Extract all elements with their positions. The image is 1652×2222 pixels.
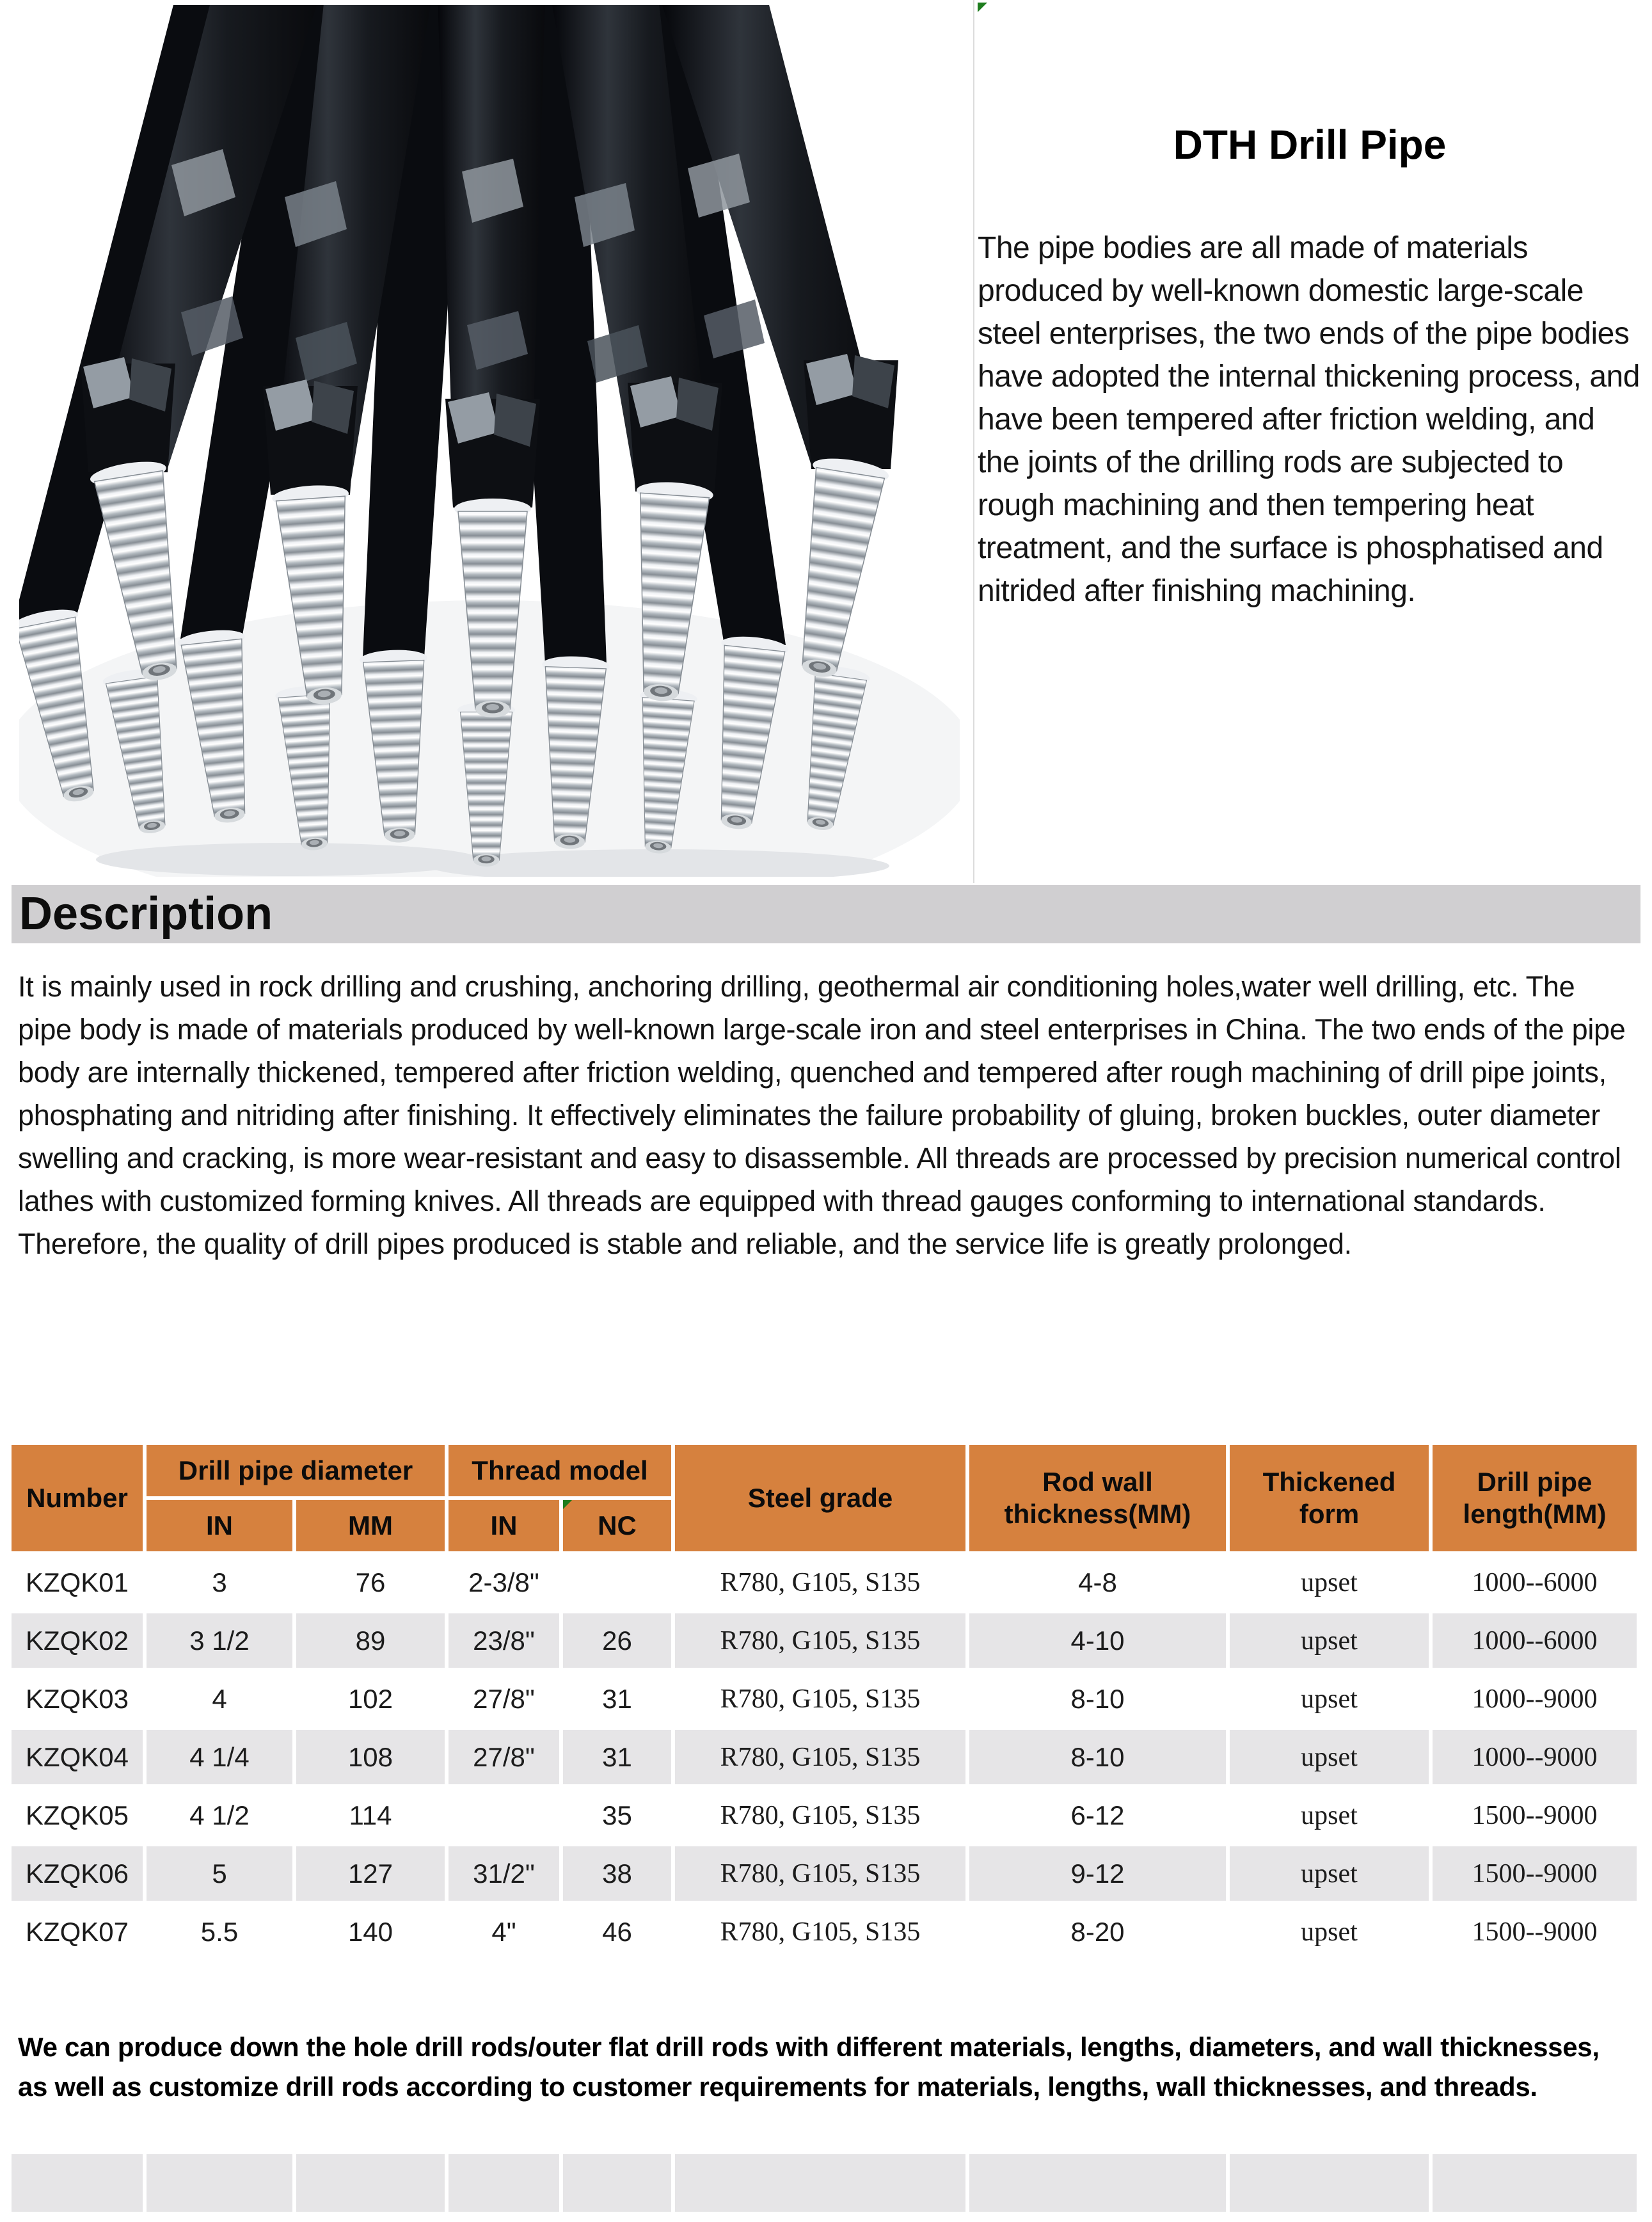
cell-thread-nc: 35 [563, 1788, 671, 1842]
table-row [12, 1788, 1637, 1842]
cell-pipe-length: 1000--6000 [1433, 1613, 1637, 1668]
cell-pipe-length: 1000--9000 [1433, 1730, 1637, 1784]
empty-cell [1433, 1963, 1637, 2017]
empty-cell [1433, 2154, 1637, 2212]
col-header-diameter-in: IN [147, 1500, 292, 1551]
cell-pipe-length: 1500--9000 [1433, 1846, 1637, 1901]
cell-diameter-mm: 102 [296, 1672, 445, 1726]
page-title: DTH Drill Pipe [1173, 122, 1447, 168]
cell-steel-grade: R780, G105, S135 [675, 1730, 965, 1784]
empty-cell [12, 2154, 143, 2212]
green-corner-marker-icon [563, 1500, 572, 1509]
cell-diameter-in: 4 1/2 [147, 1788, 292, 1842]
empty-cell [1230, 1963, 1429, 2017]
cell-thread-in: 31/2" [449, 1846, 559, 1901]
cell-rod-wall: 4-8 [969, 1555, 1226, 1610]
cell-diameter-in: 3 [147, 1555, 292, 1610]
col-header-thread-nc [563, 1500, 671, 1551]
footer-note-text: We can produce down the hole drill rods/outer flat drill rods with different materials, lengths, diameters, and wall thicknesses, as well as customize drill rods according to customer requirements for materials, lengths, wall thicknesses, and threads. [18, 2032, 1600, 2102]
empty-cell [969, 1963, 1226, 2017]
cell-steel-grade: R780, G105, S135 [675, 1555, 965, 1610]
cell-diameter-in: 5 [147, 1846, 292, 1901]
table-row [12, 1613, 1637, 1668]
cell-thread-nc: 31 [563, 1730, 671, 1784]
col-header-thread-nc-label: NC [598, 1510, 637, 1540]
description-heading: Description [19, 888, 273, 939]
cell-steel-grade: R780, G105, S135 [675, 1788, 965, 1842]
cell-rod-wall: 9-12 [969, 1846, 1226, 1901]
cell-pipe-length: 1500--9000 [1433, 1905, 1637, 1959]
description-body-text: It is mainly used in rock drilling and crushing, anchoring drilling, geothermal air conditioning holes,water well drilling, etc. The pipe body is made of materials produced by well-known large-scale iron and steel enterprises in China. The two ends of the pipe body are internally thickened, tempered after friction welding, quenched and tempered after rough machining of drill pipe joints, phosphating and nitriding after finishing. It effectively eliminates the failure probability of gluing, broken buckles, outer diameter swelling and cracking, is more wear-resistant and easy to disassemble. All threads are processed by precision numerical control lathes with customized forming knives. All threads are equipped with thread gauges conforming to international standards. Therefore, the quality of drill pipes produced is stable and reliable, and the service life is greatly prolonged. [18, 970, 1626, 1260]
empty-cell [296, 2154, 445, 2212]
green-corner-marker-icon [978, 3, 987, 12]
description-header-band [12, 885, 1640, 943]
empty-cell [675, 1963, 965, 2017]
cell-number: KZQK05 [12, 1788, 143, 1842]
col-header-steel-grade: Steel grade [675, 1445, 965, 1551]
cell-thread-in: 23/8" [449, 1613, 559, 1668]
table-row [12, 1555, 1637, 1610]
col-header-thickened-form: Thickened form [1230, 1445, 1429, 1551]
cell-thread-nc [563, 1555, 671, 1610]
col-header-number: Number [12, 1445, 143, 1551]
cell-thread-nc: 31 [563, 1672, 671, 1726]
product-intro-text: The pipe bodies are all made of materials produced by well-known domestic large-scale steel enterprises, the two ends of the pipe bodies have adopted the internal thickening process, and have been tempered after friction welding, and the joints of the drilling rods are subjected to rough machining and then tempering heat treatment, and the surface is phosphatised and nitrided after finishing machining. [978, 231, 1640, 608]
table-row [12, 1672, 1637, 1726]
table-row [12, 1730, 1637, 1784]
cell-thickened-form: upset [1230, 1613, 1429, 1668]
cell-diameter-mm: 76 [296, 1555, 445, 1610]
cell-rod-wall: 8-10 [969, 1672, 1226, 1726]
empty-cell [449, 2154, 559, 2212]
table-row-empty [12, 1963, 1637, 2017]
cell-thickened-form: upset [1230, 1555, 1429, 1610]
cell-diameter-in: 3 1/2 [147, 1613, 292, 1668]
empty-cell [675, 2154, 965, 2212]
col-header-pipe-length: Drill pipe length(MM) [1433, 1445, 1637, 1551]
col-header-rod-wall: Rod wall thickness(MM) [969, 1445, 1226, 1551]
cell-thread-in [449, 1788, 559, 1842]
empty-cell [1230, 2154, 1429, 2212]
cell-diameter-mm: 114 [296, 1788, 445, 1842]
empty-cell [969, 2154, 1226, 2212]
cell-pipe-length: 1000--9000 [1433, 1672, 1637, 1726]
cell-thread-in: 27/8" [449, 1672, 559, 1726]
empty-cell [147, 2154, 292, 2212]
cell-pipe-length: 1500--9000 [1433, 1788, 1637, 1842]
drill-pipes-illustration [19, 5, 960, 877]
cell-thickened-form: upset [1230, 1846, 1429, 1901]
col-header-diameter-group: Drill pipe diameter [147, 1445, 445, 1496]
cell-number: KZQK04 [12, 1730, 143, 1784]
cell-diameter-in: 5.5 [147, 1905, 292, 1959]
cell-steel-grade: R780, G105, S135 [675, 1613, 965, 1668]
cell-rod-wall: 6-12 [969, 1788, 1226, 1842]
cell-diameter-mm: 127 [296, 1846, 445, 1901]
cell-number: KZQK03 [12, 1672, 143, 1726]
col-header-thread-in: IN [449, 1500, 559, 1551]
empty-cell [296, 1963, 445, 2017]
cell-diameter-mm: 89 [296, 1613, 445, 1668]
cell-diameter-in: 4 [147, 1672, 292, 1726]
empty-cell [12, 1963, 143, 2017]
cell-number: KZQK02 [12, 1613, 143, 1668]
cell-thread-in: 2-3/8" [449, 1555, 559, 1610]
cell-diameter-mm: 140 [296, 1905, 445, 1959]
col-header-thread-group: Thread model [449, 1445, 671, 1496]
cell-thread-in: 27/8" [449, 1730, 559, 1784]
cell-thread-nc: 46 [563, 1905, 671, 1959]
cell-steel-grade: R780, G105, S135 [675, 1672, 965, 1726]
empty-cell [449, 1963, 559, 2017]
header-row-1 [12, 1445, 1637, 1496]
product-summary [978, 122, 1642, 612]
table-row [12, 1846, 1637, 1901]
col-header-diameter-mm: MM [296, 1500, 445, 1551]
bottom-grid-strip [8, 2150, 1640, 2216]
cell-thickened-form: upset [1230, 1788, 1429, 1842]
spec-table [8, 1441, 1640, 2021]
cell-rod-wall: 8-20 [969, 1905, 1226, 1959]
cell-number: KZQK07 [12, 1905, 143, 1959]
empty-cell [147, 1963, 292, 2017]
empty-cell [563, 1963, 671, 2017]
product-photo [19, 5, 960, 877]
photo-text-divider [973, 0, 974, 883]
cell-thickened-form: upset [1230, 1672, 1429, 1726]
cell-rod-wall: 4-10 [969, 1613, 1226, 1668]
cell-thickened-form: upset [1230, 1730, 1429, 1784]
cell-steel-grade: R780, G105, S135 [675, 1905, 965, 1959]
cell-thread-nc: 26 [563, 1613, 671, 1668]
cell-thread-nc: 38 [563, 1846, 671, 1901]
table-row-empty [12, 2154, 1637, 2212]
cell-diameter-mm: 108 [296, 1730, 445, 1784]
cell-thread-in: 4" [449, 1905, 559, 1959]
empty-cell [563, 2154, 671, 2212]
table-row [12, 1905, 1637, 1959]
cell-thickened-form: upset [1230, 1905, 1429, 1959]
cell-diameter-in: 4 1/4 [147, 1730, 292, 1784]
cell-number: KZQK01 [12, 1555, 143, 1610]
cell-number: KZQK06 [12, 1846, 143, 1901]
cell-pipe-length: 1000--6000 [1433, 1555, 1637, 1610]
cell-rod-wall: 8-10 [969, 1730, 1226, 1784]
cell-steel-grade: R780, G105, S135 [675, 1846, 965, 1901]
